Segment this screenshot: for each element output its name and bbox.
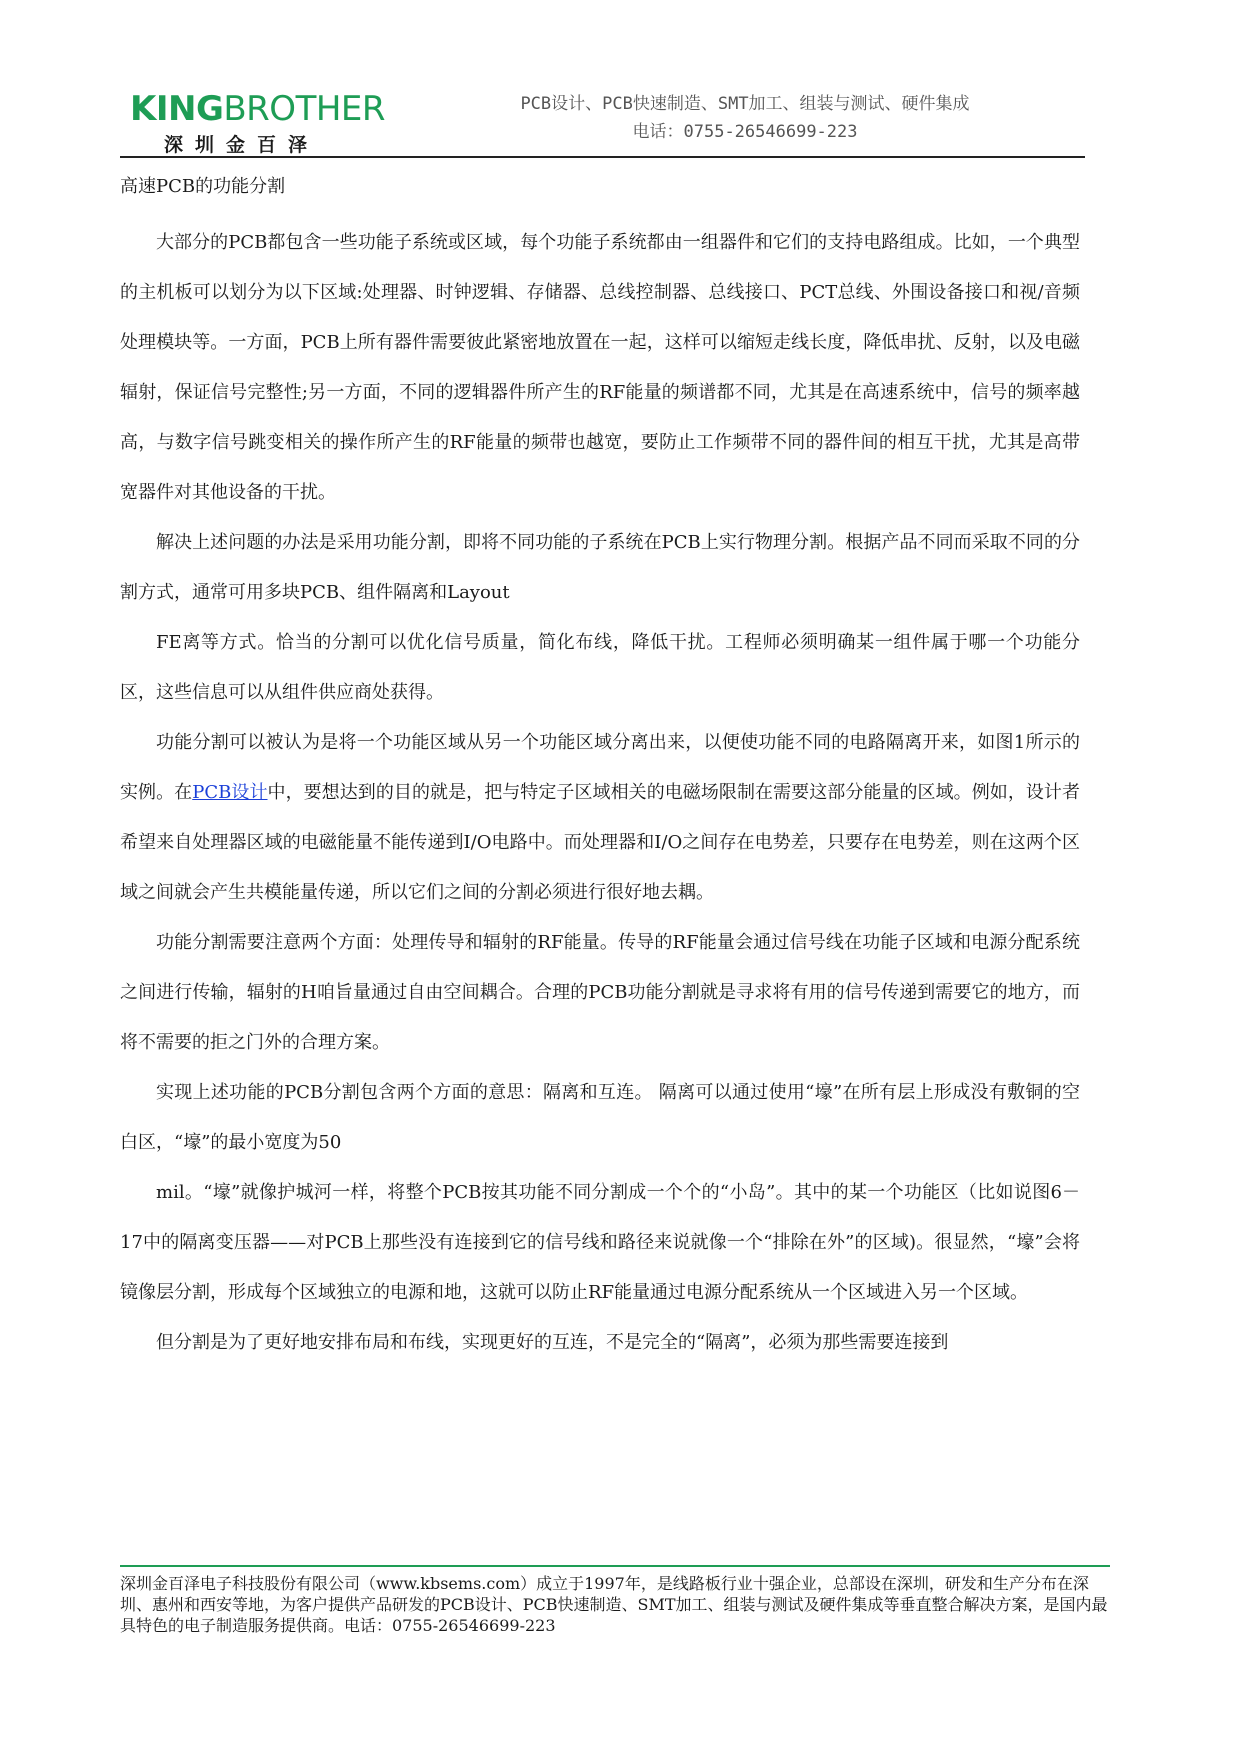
paragraph: 实现上述功能的PCB分割包含两个方面的意思：隔离和互连。 隔离可以通过使用“壕”在所有层上形成没有敷铜的空白区，“壕”的最小宽度为50 xyxy=(120,1082,1080,1153)
logo-brand-king: KING xyxy=(130,89,224,129)
tagline-services: PCB设计、PCB快速制造、SMT加工、组装与测试、硬件集成 xyxy=(520,94,970,114)
paragraph-text: 功能分割可以被认为是将一个功能区域从另一个功能区域分离出来，以便使功能不同的电路隔离开来，如图1所示的实例。在 xyxy=(120,732,1080,803)
paragraph: FE离等方式。恰当的分割可以优化信号质量，简化布线，降低干扰。工程师必须明确某一组件属于哪一个功能分区，这些信息可以从组件供应商处获得。 xyxy=(120,632,1080,703)
document-title: 高速PCB的功能分割 xyxy=(120,176,286,197)
paragraph xyxy=(120,718,1080,918)
pcb-design-link[interactable]: PCB设计 xyxy=(192,782,268,803)
paragraph: 大部分的PCB都包含一些功能子系统或区域，每个功能子系统都由一组器件和它们的支持电路组成。比如，一个典型的主机板可以划分为以下区域:处理器、时钟逻辑、存储器、总线控制器、总线接口、PCT总线、外围设备接口和视/音频处理模块等。一方面，PCB上所有器件需要彼此紧密地放置在一起，这样可以缩短走线长度，降低串扰、反射，以及电磁辐射，保证信号完整性;另一方面，不同的逻辑器件所产生的RF能量的频谱都不同，尤其是在高速系统中，信号的频率越高，与数字信号跳变相关的操作所产生的RF能量的频带也越宽，要防止工作频带不同的器件间的相互干扰，尤其是高带宽器件对其他设备的干扰。 xyxy=(120,232,1080,503)
logo-subtitle: 深圳金百泽 xyxy=(164,134,320,156)
paragraph: 解决上述问题的办法是采用功能分割，即将不同功能的子系统在PCB上实行物理分割。根据产品不同而采取不同的分割方式，通常可用多块PCB、组件隔离和Layout xyxy=(120,532,1080,603)
footer-divider xyxy=(120,1565,1110,1567)
tagline-phone: 电话：0755-26546699-223 xyxy=(632,122,858,142)
paragraph: 功能分割需要注意两个方面：处理传导和辐射的RF能量。传导的RF能量会通过信号线在功能子区域和电源分配系统之间进行传输，辐射的H咱旨量通过自由空间耦合。合理的PCB功能分割就是寻求将有用的信号传递到需要它的地方，而将不需要的拒之门外的合理方案。 xyxy=(120,932,1080,1053)
header-divider xyxy=(120,156,1085,158)
logo-brand-brother: BROTHER xyxy=(223,89,386,129)
document-body xyxy=(120,168,1080,1368)
page-footer: 深圳金百泽电子科技股份有限公司（www.kbsems.com）成立于1997年，是线路板行业十强企业，总部设在深圳，研发和生产分布在深圳、惠州和西安等地，为客户提供产品研发的PCB设计、PCB快速制造、SMT加工、组装与测试及硬件集成等垂直整合解决方案，是国内最具特色的电子制造服务提供商。电话：0755-26546699-223 xyxy=(120,1574,1108,1635)
paragraph: mil。“壕”就像护城河一样，将整个PCB按其功能不同分割成一个个的“小岛”。其中的某一个功能区（比如说图6－17中的隔离变压器——对PCB上那些没有连接到它的信号线和路径来说就像一个“排除在外”的区域)。很显然，“壕”会将镜像层分割，形成每个区域独立的电源和地，这就可以防止RF能量通过电源分配系统从一个区域进入另一个区域。 xyxy=(120,1182,1080,1303)
header-tagline xyxy=(465,90,1025,146)
paragraph-text: 中，要想达到的目的就是，把与特定子区域相关的电磁场限制在需要这部分能量的区域。例如，设计者希望来自处理器区域的电磁能量不能传递到I/O电路中。而处理器和I/O之间存在电势差，只要存在电势差，则在这两个区域之间就会产生共模能量传递，所以它们之间的分割必须进行很好地去耦。 xyxy=(120,782,1080,903)
paragraph: 但分割是为了更好地安排布局和布线，实现更好的互连，不是完全的“隔离”，必须为那些需要连接到 xyxy=(156,1332,949,1353)
page-header xyxy=(120,84,1080,156)
company-logo xyxy=(130,90,385,157)
